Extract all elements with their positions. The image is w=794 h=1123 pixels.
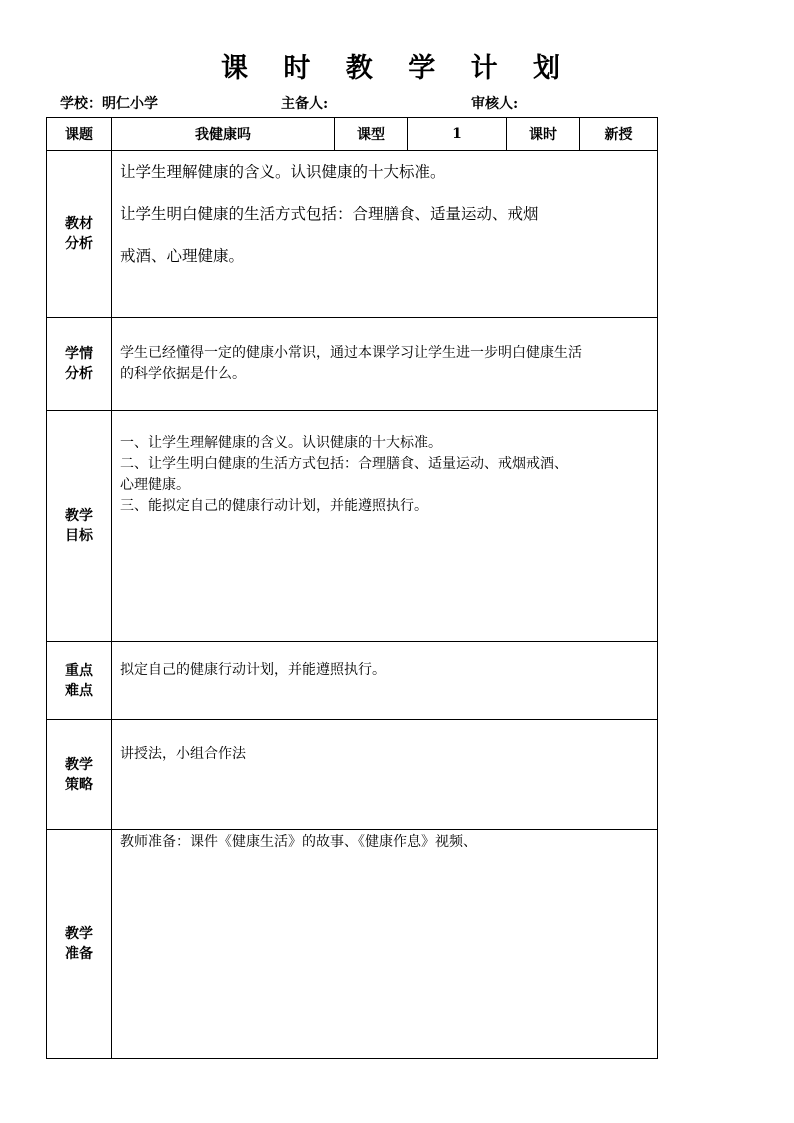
goals-label: 教学 目标 — [47, 411, 112, 642]
key-points-row — [47, 642, 658, 720]
hours-label: 课时 — [507, 118, 580, 151]
type-value: 1 — [408, 118, 507, 151]
page-title: 课 时 教 学 计 划 — [221, 53, 573, 84]
key-points-content: 拟定自己的健康行动计划，并能遵照执行。 — [112, 642, 658, 720]
material-analysis-row — [47, 151, 658, 318]
preparer-field: 主备人: — [281, 96, 329, 112]
goals-content: 一、让学生理解健康的含义。认识健康的十大标准。 二、让学生明白健康的生活方式包括：合理膳食、适量运动、戒烟戒酒、 心理健康。 三、能拟定自己的健康行动计划，并能遵照执行。 — [112, 411, 658, 642]
material-analysis-content: 让学生理解健康的含义。认识健康的十大标准。 让学生明白健康的生活方式包括：合理膳食、适量运动、戒烟 戒酒、心理健康。 — [112, 151, 658, 318]
student-analysis-row — [47, 318, 658, 411]
strategy-content: 讲授法，小组合作法 — [112, 720, 658, 830]
header-row — [47, 118, 658, 151]
type-label: 课型 — [335, 118, 408, 151]
topic-label: 课题 — [47, 118, 112, 151]
material-analysis-label: 教材 分析 — [47, 151, 112, 318]
lesson-plan-table — [46, 117, 658, 1059]
student-analysis-content: 学生已经懂得一定的健康小常识，通过本课学习让学生进一步明白健康生活 的科学依据是什么。 — [112, 318, 658, 411]
strategy-label: 教学 策略 — [47, 720, 112, 830]
preparation-content: 教师准备：课件《健康生活》的故事、《健康作息》视频、 — [112, 830, 658, 1059]
preparation-label: 教学 准备 — [47, 830, 112, 1059]
goals-row — [47, 411, 658, 642]
school-field: 学校：明仁小学 — [60, 96, 158, 112]
topic-value: 我健康吗 — [112, 118, 335, 151]
student-analysis-label: 学情 分析 — [47, 318, 112, 411]
key-points-label: 重点 难点 — [47, 642, 112, 720]
strategy-row — [47, 720, 658, 830]
hours-value: 新授 — [580, 118, 658, 151]
reviewer-field: 审核人: — [471, 96, 519, 112]
preparation-row — [47, 830, 658, 1059]
